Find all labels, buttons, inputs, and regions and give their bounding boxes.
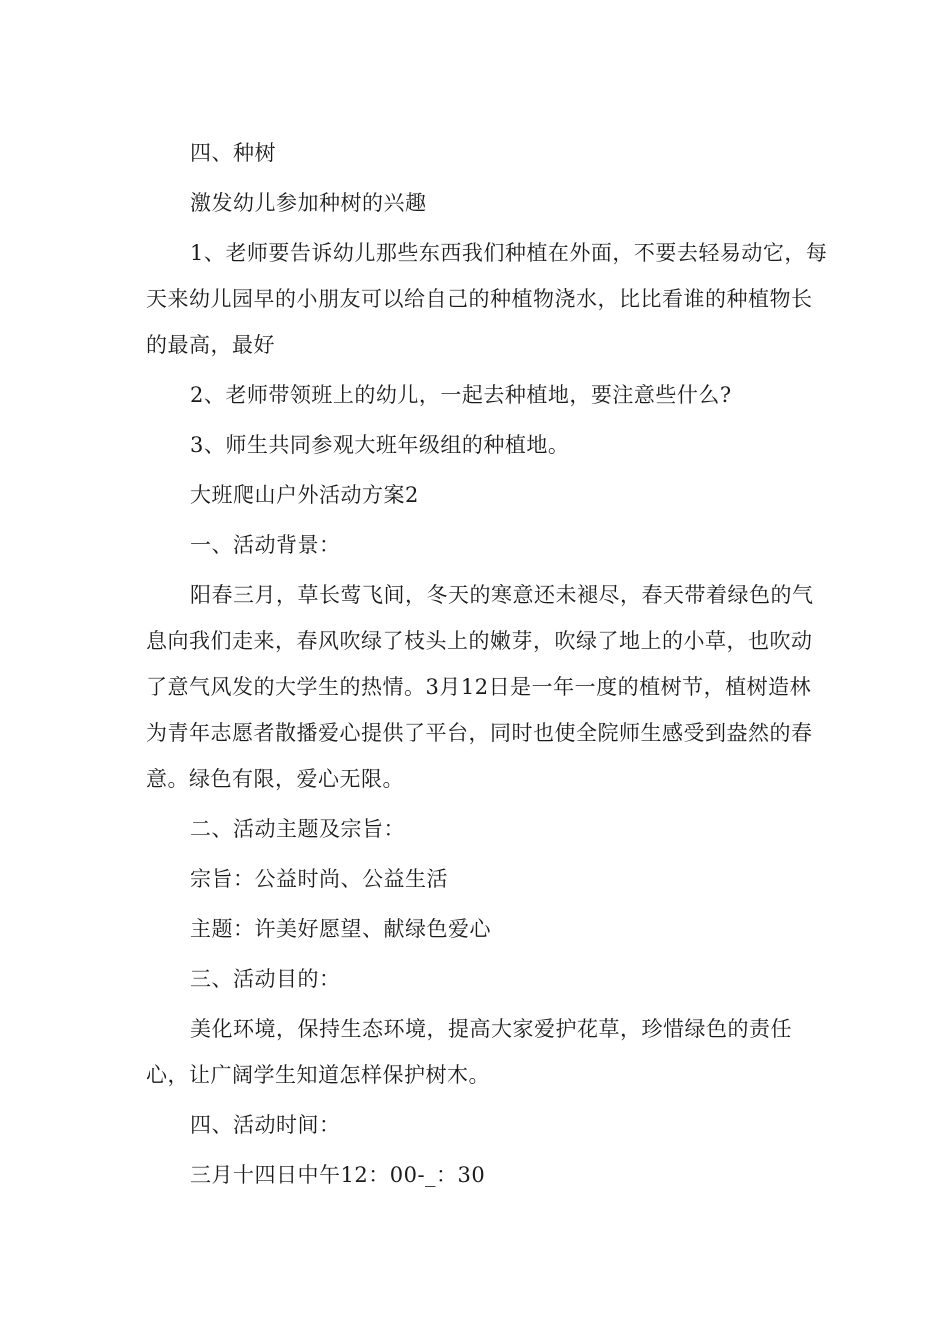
section-heading-time: 四、活动时间：: [190, 1113, 341, 1137]
paragraph-background: 阳春三月，草长莺飞间，冬天的寒意还未褪尽，春天带着绿色的气息向我们走来，春风吹绿了枝头上的嫩芽，吹绿了地上的小草，也吹动了意气风发的大学生的热情。3月12日是一年一度的植树节，植树造林为青年志愿者散播爱心提供了平台，同时也使全院师生感受到盎然的春意。绿色有限，爱心无限。: [146, 583, 814, 791]
paragraph-item-3: 3、师生共同参观大班年级组的种植地。: [190, 433, 570, 457]
paragraph-purpose: 宗旨：公益时尚、公益生活: [190, 867, 448, 891]
paragraph-theme: 主题：许美好愿望、献绿色爱心: [190, 917, 491, 941]
section-heading-background: 一、活动背景：: [190, 533, 341, 557]
paragraph-time: 三月十四日中午12：00-_：30: [190, 1163, 486, 1187]
section-heading-plant-trees: 四、种树: [190, 141, 276, 165]
section-heading-theme: 二、活动主题及宗旨：: [190, 817, 405, 841]
plan-title: 大班爬山户外活动方案2: [190, 483, 419, 507]
paragraph-item-2: 2、老师带领班上的幼儿，一起去种植地，要注意些什么?: [190, 383, 732, 407]
paragraph-item-1: 1、老师要告诉幼儿那些东西我们种植在外面，不要去轻易动它，每天来幼儿园早的小朋友可以给自己的种植物浇水，比比看谁的种植物长的最高，最好: [146, 241, 828, 357]
paragraph-goal: 美化环境，保持生态环境，提高大家爱护花草，珍惜绿色的责任心，让广阔学生知道怎样保护树木。: [146, 1017, 792, 1087]
section-heading-goal: 三、活动目的：: [190, 967, 341, 991]
paragraph-interest: 激发幼儿参加种树的兴趣: [190, 191, 427, 215]
